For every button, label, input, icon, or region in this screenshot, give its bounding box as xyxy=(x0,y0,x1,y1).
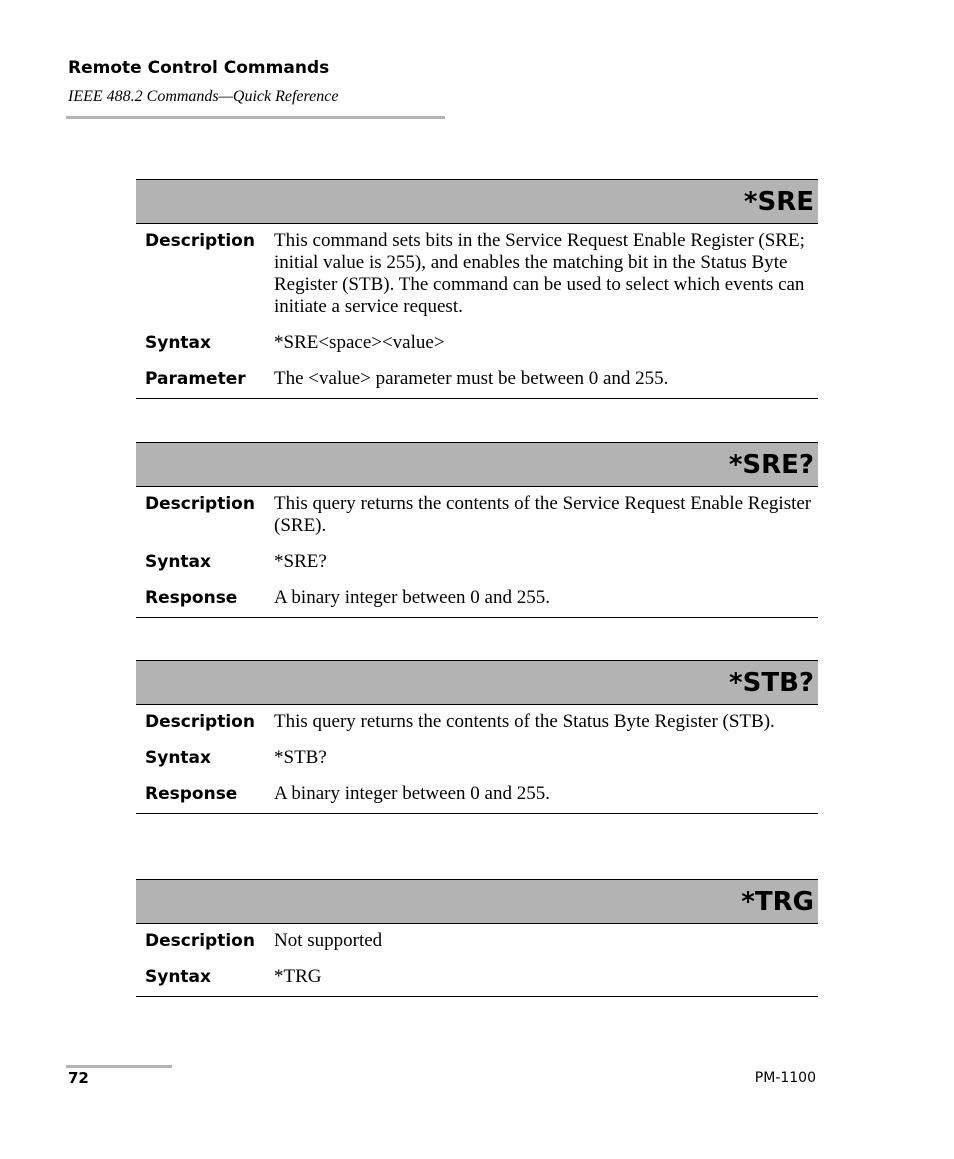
command-row xyxy=(136,332,818,354)
command-row xyxy=(136,783,818,805)
command-row xyxy=(136,551,818,573)
row-label: Description xyxy=(145,231,255,251)
command-row xyxy=(136,747,818,769)
command-block-sre-query xyxy=(136,442,818,618)
command-row xyxy=(136,368,818,390)
row-label: Parameter xyxy=(145,369,246,389)
row-label: Description xyxy=(145,931,255,951)
command-title-bar xyxy=(136,660,818,705)
command-title-bar xyxy=(136,442,818,487)
row-value: *SRE? xyxy=(274,551,327,572)
header-rule xyxy=(66,116,445,119)
row-label: Response xyxy=(145,588,238,608)
row-value: The <value> parameter must be between 0 and 255. xyxy=(274,368,669,389)
row-value: *STB? xyxy=(274,747,327,768)
row-value: This query returns the contents of the Service Request Enable Register (SRE). xyxy=(274,493,812,536)
command-name: *SRE? xyxy=(728,449,814,480)
command-row xyxy=(136,711,818,733)
command-title-bar xyxy=(136,179,818,224)
command-row xyxy=(136,493,818,537)
row-value: This query returns the contents of the Status Byte Register (STB). xyxy=(274,711,775,732)
row-value: A binary integer between 0 and 255. xyxy=(274,587,550,608)
command-row xyxy=(136,966,818,988)
command-row xyxy=(136,230,818,318)
command-row xyxy=(136,930,818,952)
command-name: *TRG xyxy=(741,886,814,917)
command-block-trg xyxy=(136,879,818,997)
row-label: Description xyxy=(145,494,255,514)
command-title-bar xyxy=(136,879,818,924)
page-header-subtitle: IEEE 488.2 Commands—Quick Reference xyxy=(68,88,339,105)
row-value: *SRE<space><value> xyxy=(274,332,445,353)
row-label: Response xyxy=(145,784,238,804)
command-row xyxy=(136,587,818,609)
row-label: Syntax xyxy=(145,967,211,987)
command-name: *SRE xyxy=(743,186,814,217)
row-value: Not supported xyxy=(274,930,383,951)
document-id: PM-1100 xyxy=(754,1070,816,1086)
row-label: Syntax xyxy=(145,333,211,353)
command-block-stb-query xyxy=(136,660,818,814)
row-label: Description xyxy=(145,712,255,732)
page-number: 72 xyxy=(68,1069,89,1087)
footer-rule xyxy=(66,1065,172,1068)
row-value: A binary integer between 0 and 255. xyxy=(274,783,550,804)
row-label: Syntax xyxy=(145,552,211,572)
command-block-sre xyxy=(136,179,818,399)
page-header-title: Remote Control Commands xyxy=(68,58,330,78)
command-name: *STB? xyxy=(729,667,814,698)
row-value: This command sets bits in the Service Request Enable Register (SRE; initial value is 255), and enables the matching bit in the Status Byte Register (STB). The command can be used to select which events can initiate a service request. xyxy=(274,230,805,317)
row-label: Syntax xyxy=(145,748,211,768)
row-value: *TRG xyxy=(274,966,322,987)
